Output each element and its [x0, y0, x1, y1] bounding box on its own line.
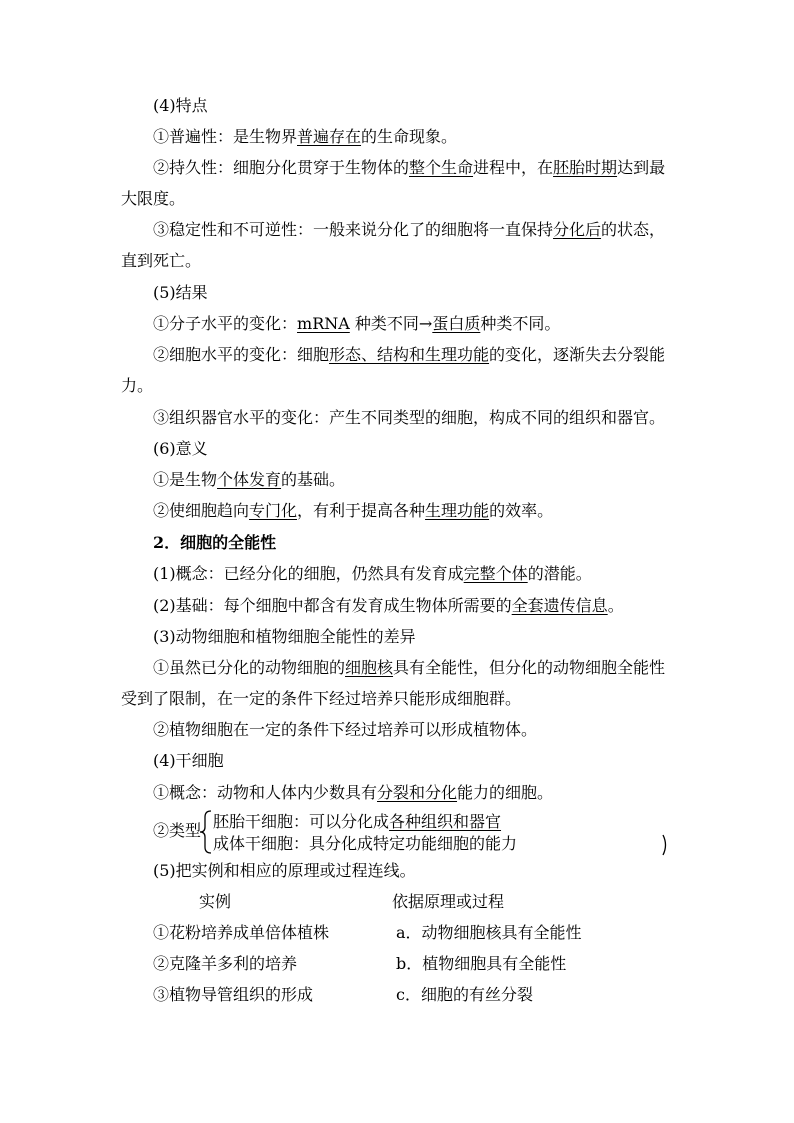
paragraph-specialization: ②使细胞趋向专门化，有利于提高各种生理功能的效率。 [153, 501, 554, 520]
blank-answer: 胚胎时期 [553, 158, 618, 177]
paragraph-plant-cell: ②植物细胞在一定的条件下经过培养可以形成植物体。 [153, 720, 538, 739]
example-item[interactable]: ①花粉培养成单倍体植株 [153, 923, 330, 942]
blank-answer: mRNA [297, 314, 350, 333]
blank-answer: 各种组织和器官 [389, 812, 502, 831]
section-title-characteristics: (4)特点 [153, 96, 208, 115]
example-item[interactable]: ③植物导管组织的形成 [153, 985, 314, 1004]
blank-answer: 生理功能 [425, 501, 490, 520]
blank-answer: 全套遗传信息 [511, 596, 608, 615]
paragraph-concept: (1)概念：已经分化的细胞，仍然具有发育成完整个体的潜能。 [153, 564, 592, 583]
blank-answer: 整个生命 [409, 158, 474, 177]
paragraph-development-basis: ①是生物个体发育的基础。 [153, 470, 346, 489]
paragraph-difference-title: (3)动物细胞和植物细胞全能性的差异 [153, 627, 416, 646]
blank-answer: 蛋白质 [432, 314, 481, 333]
paragraph-basis: (2)基础：每个细胞中都含有发育成生物体所需要的全套遗传信息。 [153, 596, 624, 615]
paragraph-tissue-level: ③组织器官水平的变化：产生不同类型的细胞，构成不同的组织和器官。 [153, 408, 666, 427]
paragraph-molecular-level: ①分子水平的变化：mRNA 种类不同→蛋白质种类不同。 [153, 314, 561, 333]
section-title-stem-cells: (4)干细胞 [153, 751, 224, 770]
principle-item[interactable]: b．植物细胞具有全能性 [396, 954, 567, 973]
embryonic-stem-cell: 胚胎干细胞：可以分化成各种组织和器官 [213, 812, 502, 831]
header-examples: 实例 [199, 892, 232, 911]
stem-cell-types [153, 808, 553, 854]
blank-answer: 普遍存在 [297, 127, 362, 146]
paragraph-stability: ③稳定性和不可逆性：一般来说分化了的细胞将一直保持分化后的状态，直到死亡。 [121, 220, 666, 270]
paragraph-animal-cell: ①虽然已分化的动物细胞的细胞核具有全能性，但分化的动物细胞全能性受到了限制，在一定的条件下经过培养只能形成细胞群。 [121, 658, 666, 708]
paragraph-universality: ①普遍性：是生物界普遍存在的生命现象。 [153, 127, 458, 146]
example-item[interactable]: ②克隆羊多利的培养 [153, 954, 298, 973]
adult-stem-cell: 成体干细胞：具分化成特定功能细胞的能力 [213, 834, 518, 853]
blank-answer: 分化后 [553, 220, 602, 239]
blank-answer: 完整个体 [463, 564, 528, 583]
left-brace-icon [199, 810, 213, 854]
section-heading-totipotency: 2．细胞的全能性 [153, 533, 277, 552]
section-title-significance: (6)意义 [153, 439, 208, 458]
blank-answer: 专门化 [249, 501, 298, 520]
paragraph-cell-level: ②细胞水平的变化：细胞形态、结构和生理功能的变化，逐渐失去分裂能力。 [121, 345, 666, 395]
principle-item[interactable]: c．细胞的有丝分裂 [396, 985, 533, 1004]
blank-answer: 细胞核 [345, 658, 394, 677]
types-label: ②类型 [153, 821, 202, 840]
blank-answer: 个体发育 [217, 470, 282, 489]
paragraph-persistence: ②持久性：细胞分化贯穿于生物体的整个生命进程中，在胚胎时期达到最大限度。 [121, 158, 666, 208]
blank-answer: 形态、结构和生理功能 [329, 345, 490, 364]
section-title-results: (5)结果 [153, 283, 208, 302]
paragraph-stem-cell-concept: ①概念：动物和人体内少数具有分裂和分化能力的细胞。 [153, 783, 554, 802]
header-principles: 依据原理或过程 [392, 892, 505, 911]
section-title-matching: (5)把实例和相应的原理或过程连线。 [153, 861, 416, 880]
principle-item[interactable]: a．动物细胞核具有全能性 [396, 923, 582, 942]
right-paren-icon [661, 834, 669, 856]
blank-answer: 分裂和分化 [377, 783, 458, 802]
